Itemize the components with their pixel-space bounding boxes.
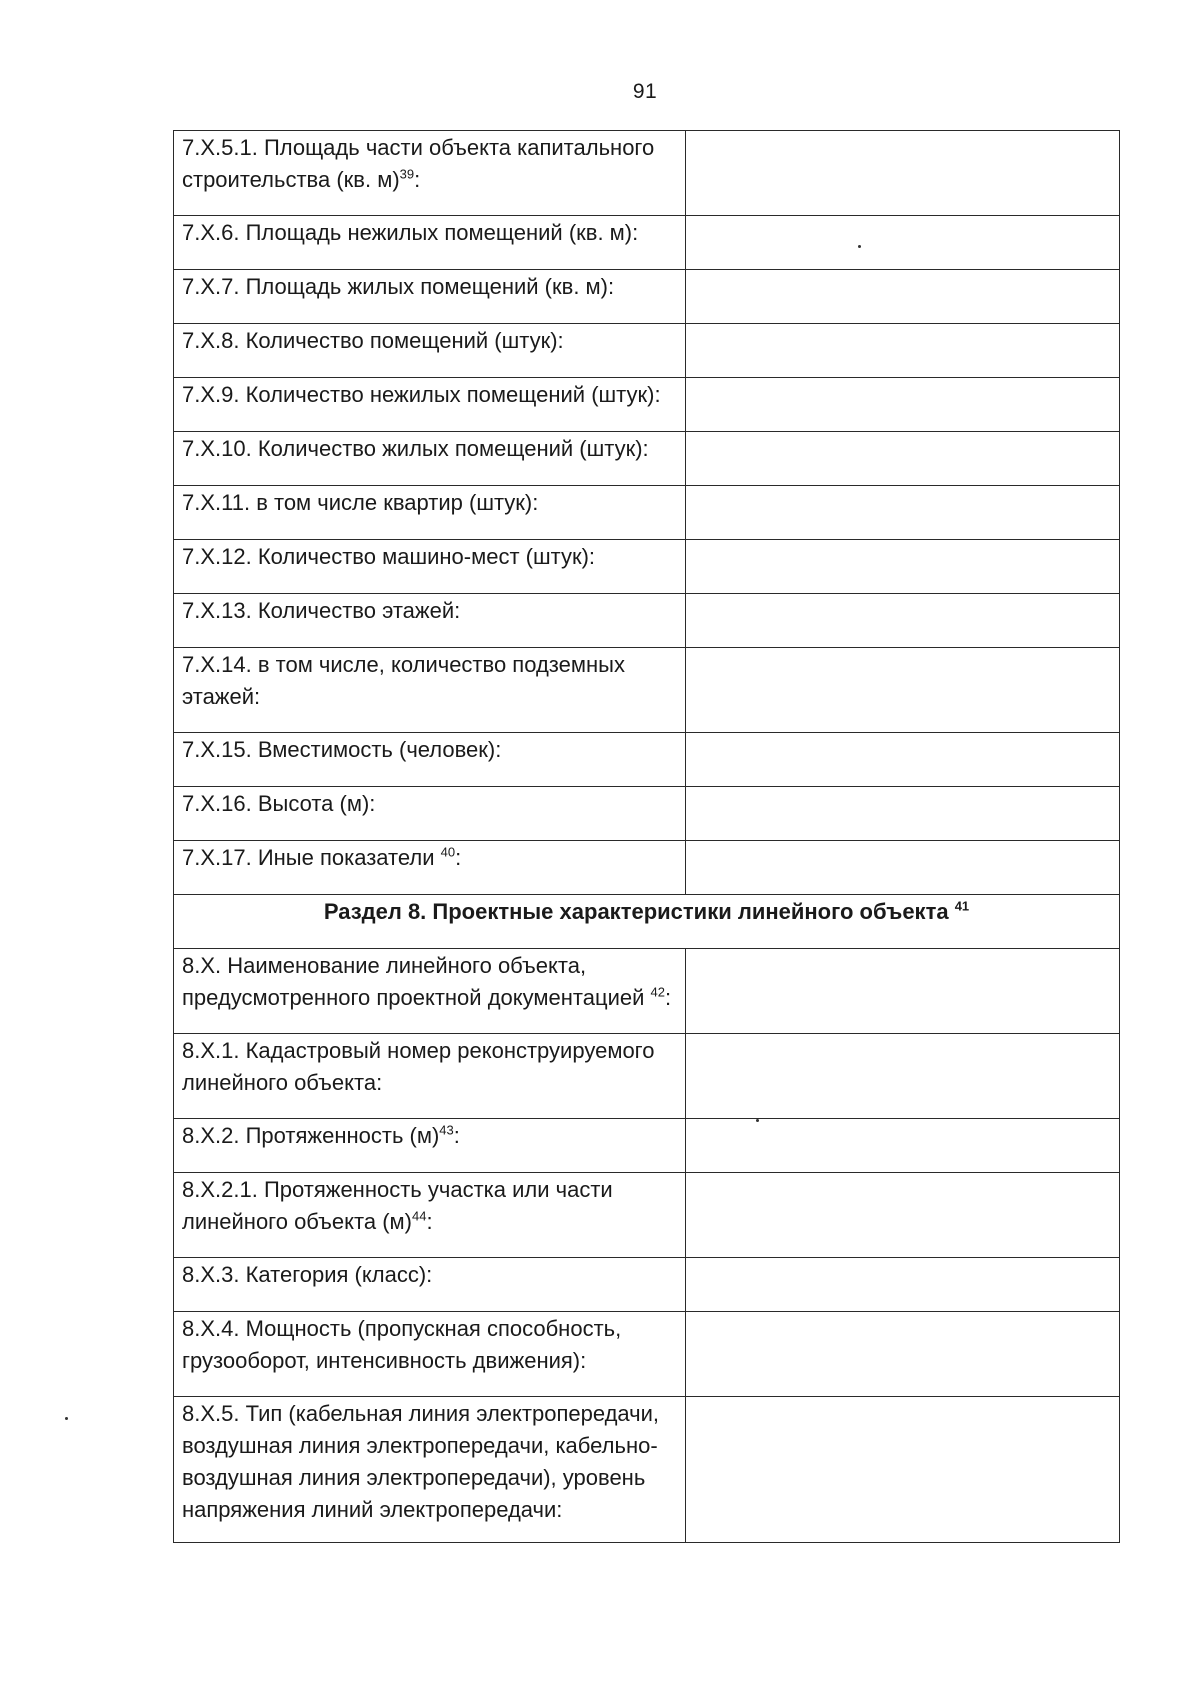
section-title: Раздел 8. Проектные характеристики линейного объекта $^{41}$ [174,895,1120,949]
row-label: 8.X. Наименование линейного объекта, предусмотренного проектной документацией $^{42}$: [174,949,686,1034]
table-row [174,1119,1120,1173]
table-row [174,594,1120,648]
table-row [174,270,1120,324]
table-row [174,787,1120,841]
row-value-field[interactable] [686,594,1120,648]
footnote-ref: 43 [439,1122,454,1138]
table-row [174,1173,1120,1258]
row-value-field[interactable] [686,1258,1120,1312]
table-row [174,216,1120,270]
scan-speck [756,1119,759,1122]
table-row [174,1397,1120,1543]
row-label: 7.X.12. Количество машино-мест (штук): [174,540,686,594]
row-label: 7.X.5.1. Площадь части объекта капитального строительства (кв. м)$^{39}$: [174,131,686,216]
table-row [174,949,1120,1034]
row-value-field[interactable] [686,324,1120,378]
footnote-ref: 39 [399,166,415,182]
table-row [174,841,1120,895]
row-label: 8.X.1. Кадастровый номер реконструируемого линейного объекта: [174,1034,686,1119]
footnote-ref: 40 [440,844,456,860]
row-value-field[interactable] [686,270,1120,324]
row-value-field[interactable] [686,1119,1120,1173]
row-label: 7.X.16. Высота (м): [174,787,686,841]
table-row [174,540,1120,594]
table-row [174,432,1120,486]
row-label: 8.X.5. Тип (кабельная линия электропередачи, воздушная линия электропередачи, кабельно-воздушная линия электропередачи), уровень напряжения линий электропередачи: [174,1397,686,1543]
footnote-ref: 44 [412,1208,427,1224]
scan-speck [858,245,861,248]
table-row [174,378,1120,432]
row-label: 7.X.14. в том числе, количество подземных этажей: [174,648,686,733]
row-label: 8.X.3. Категория (класс): [174,1258,686,1312]
footnote-ref: 41 [954,898,970,914]
section-header-row [174,895,1120,949]
row-value-field[interactable] [686,787,1120,841]
table-row [174,733,1120,787]
row-label: 7.X.9. Количество нежилых помещений (штук): [174,378,686,432]
row-label: 8.X.2.1. Протяженность участка или части линейного объекта $(м)^{44}$: [174,1173,686,1258]
row-value-field[interactable] [686,733,1120,787]
row-label: 7.X.10. Количество жилых помещений (штук): [174,432,686,486]
row-label: 7.X.6. Площадь нежилых помещений (кв. м): [174,216,686,270]
footnote-ref: 42 [650,984,665,1000]
table-row [174,486,1120,540]
row-value-field[interactable] [686,131,1120,216]
table-row [174,324,1120,378]
row-label: 7.X.15. Вместимость (человек): [174,733,686,787]
row-label: 7.X.8. Количество помещений (штук): [174,324,686,378]
row-label: 7.X.11. в том числе квартир (штук): [174,486,686,540]
row-label: 8.X.2. Протяженность $(м)^{43}$: [174,1119,686,1173]
row-value-field[interactable] [686,1173,1120,1258]
row-value-field[interactable] [686,378,1120,432]
form-table [173,130,1120,1543]
row-label: 7.X.7. Площадь жилых помещений (кв. м): [174,270,686,324]
table-row [174,648,1120,733]
table-row [174,1034,1120,1119]
row-value-field[interactable] [686,540,1120,594]
row-label: 7.X.13. Количество этажей: [174,594,686,648]
row-value-field[interactable] [686,432,1120,486]
scan-speck [65,1417,68,1420]
row-value-field[interactable] [686,486,1120,540]
row-label: 7.X.17. Иные показатели $^{40}$: [174,841,686,895]
row-value-field[interactable] [686,1397,1120,1543]
row-value-field[interactable] [686,949,1120,1034]
row-value-field[interactable] [686,841,1120,895]
page-number: 91 [632,80,658,103]
row-value-field[interactable] [686,1034,1120,1119]
table-row [174,131,1120,216]
row-value-field[interactable] [686,648,1120,733]
row-value-field[interactable] [686,216,1120,270]
row-label: 8.X.4. Мощность (пропускная способность, грузооборот, интенсивность движения): [174,1312,686,1397]
row-value-field[interactable] [686,1312,1120,1397]
table-row [174,1312,1120,1397]
table-row [174,1258,1120,1312]
